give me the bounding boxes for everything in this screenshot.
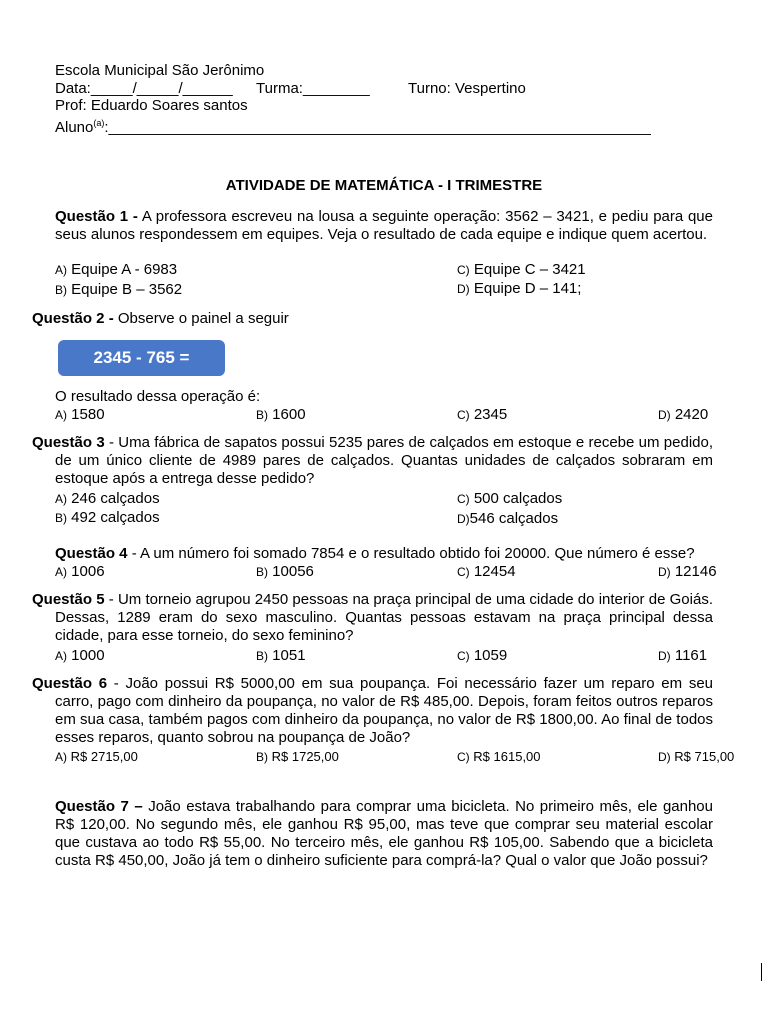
q2-option-c — [457, 406, 507, 424]
q2-option-c-text: 2345 — [473, 406, 508, 423]
q5-option-d-text: 1161 — [674, 647, 708, 664]
q2-option-a-letter: A) — [55, 408, 67, 422]
q3-option-a — [55, 490, 160, 508]
q1-option-d-letter: D) — [457, 282, 470, 296]
q6-option-b — [256, 748, 339, 766]
q4-option-d-text: 12146 — [674, 563, 717, 580]
teacher-name: Prof: Eduardo Soares santos — [55, 97, 248, 114]
question-2 — [32, 310, 289, 328]
q1-option-b-letter: B) — [55, 283, 67, 297]
q6-option-c-letter: C) — [457, 750, 470, 764]
q2-option-b-text: 1600 — [272, 406, 306, 423]
question-6 — [32, 675, 713, 747]
question-2-prompt: O resultado dessa operação é: — [55, 388, 261, 405]
q3-option-b — [55, 509, 160, 527]
question-3 — [32, 434, 713, 488]
q3-option-c — [457, 490, 562, 508]
question-4 — [55, 545, 695, 563]
question-3-text: - Uma fábrica de sapatos possui 5235 pares de calçados em estoque e recebe um pedido, de um único cliente de 4989 pares de calçados. Quantas unidades de calçados sobraram em estoque após a entrega desse pedido? — [55, 434, 714, 487]
school-name: Escola Municipal São Jerônimo — [55, 62, 265, 79]
q2-option-d-text: 2420 — [674, 406, 709, 423]
q2-option-b-letter: B) — [256, 408, 268, 422]
q6-option-b-text: R$ 1725,00 — [271, 749, 339, 764]
q3-option-d-letter: D) — [457, 512, 470, 526]
date-field: Data:_____/_____/______ — [55, 80, 233, 97]
q6-option-b-letter: B) — [256, 750, 268, 764]
student-line: :_________________________________________________________________ — [104, 119, 651, 136]
q6-option-d-text: R$ 715,00 — [674, 749, 735, 764]
q1-option-a — [55, 261, 177, 279]
q3-option-d — [457, 510, 558, 528]
question-2-text: Observe o painel a seguir — [117, 310, 289, 327]
q1-option-a-text: Equipe A - 6983 — [71, 261, 178, 278]
q3-option-b-text: 492 calçados — [71, 509, 160, 526]
q3-option-c-text: 500 calçados — [473, 490, 563, 507]
question-5-text: - Um torneio agrupou 2450 pessoas na praça principal de uma cidade do interior de Goiás. Dessas, 1289 eram do sexo masculino. Quantas pessoas estavam na praça principal dessa cidade, para esse torneio, do sexo feminino? — [55, 591, 713, 644]
q4-option-a-letter: A) — [55, 565, 67, 579]
q5-option-b-text: 1051 — [272, 647, 306, 664]
q5-option-b — [256, 647, 306, 665]
q3-option-d-text: 546 calçados — [469, 510, 559, 527]
question-6-text: - João possui R$ 5000,00 em sua poupança. Foi necessário fazer um reparo em seu carro, pago com dinheiro da poupança, no valor de R$ 485,00. Depois, foram feitos outros reparos em sua casa, também pagos com dinheiro da poupança, no valor de R$ 1800,00. Ao final de todos esses reparos, quanto sobrou na poupança de João? — [55, 675, 714, 746]
q5-option-a-letter: A) — [55, 649, 67, 663]
q2-option-c-letter: C) — [457, 408, 470, 422]
q1-option-c-text: Equipe C – 3421 — [473, 261, 586, 278]
q5-option-c — [457, 647, 507, 665]
q3-option-a-letter: A) — [55, 492, 67, 506]
question-1-text: A professora escreveu na lousa a seguinte operação: 3562 – 3421, e pediu para que seus alunos respondessem em equipes. Veja o resultado de cada equipe e indique quem acertou. — [55, 208, 713, 243]
question-7-label: Questão 7 – — [55, 798, 143, 815]
question-6-label: Questão 6 — [32, 675, 108, 692]
q6-option-d — [658, 748, 734, 766]
question-5 — [32, 591, 713, 645]
q2-option-a — [55, 406, 105, 424]
question-7-text: João estava trabalhando para comprar uma bicicleta. No primeiro mês, ele ganhou R$ 120,00. No segundo mês, ele ganhou R$ 95,00, mas teve que comprar seu material escolar que custava ao todo R$ 55,00. No terceiro mês, ele ganhou R$ 105,00. Sabendo que a bicicleta custa R$ 450,00, João já tem o dinheiro suficiente para comprá-la? Qual o valor que João possui? — [55, 798, 713, 869]
q1-option-a-letter: A) — [55, 263, 67, 277]
q4-option-b-text: 10056 — [272, 563, 314, 580]
q4-option-b — [256, 563, 314, 581]
q1-option-c — [457, 261, 586, 279]
q4-option-a-text: 1006 — [71, 563, 105, 580]
question-1 — [55, 208, 713, 244]
q1-option-d — [457, 280, 581, 298]
q4-option-d — [658, 563, 717, 581]
question-4-text: - A um número foi somado 7854 e o resultado obtido foi 20000. Que número é esse? — [131, 545, 695, 562]
text-cursor — [761, 963, 762, 981]
q4-option-a — [55, 563, 105, 581]
q2-option-b — [256, 406, 306, 424]
q3-option-a-text: 246 calçados — [71, 490, 160, 507]
q3-option-c-letter: C) — [457, 492, 470, 506]
q2-option-d — [658, 406, 708, 424]
page-title: ATIVIDADE DE MATEMÁTICA - I TRIMESTRE — [225, 177, 543, 194]
q2-option-d-letter: D) — [658, 408, 671, 422]
student-field — [55, 114, 651, 137]
q1-option-b-text: Equipe B – 3562 — [71, 281, 183, 298]
q6-option-a-text: R$ 2715,00 — [70, 749, 138, 764]
q4-option-c — [457, 563, 516, 581]
student-prefix: Aluno — [55, 119, 94, 136]
q6-option-d-letter: D) — [658, 750, 671, 764]
q6-option-a — [55, 748, 138, 766]
q4-option-c-text: 12454 — [473, 563, 516, 580]
question-2-label: Questão 2 - — [32, 310, 114, 327]
q5-option-a — [55, 647, 105, 665]
shift-field: Turno: Vespertino — [408, 80, 526, 97]
class-field: Turma:________ — [256, 80, 370, 97]
q5-option-d-letter: D) — [658, 649, 671, 663]
student-sup: (a) — [93, 118, 105, 128]
q4-option-d-letter: D) — [658, 565, 671, 579]
q4-option-c-letter: C) — [457, 565, 470, 579]
question-5-label: Questão 5 — [32, 591, 105, 608]
q2-option-a-text: 1580 — [71, 406, 105, 423]
question-1-label: Questão 1 - — [55, 208, 138, 225]
q5-option-c-letter: C) — [457, 649, 470, 663]
q1-option-c-letter: C) — [457, 263, 470, 277]
question-3-label: Questão 3 — [32, 434, 105, 451]
q5-option-d — [658, 647, 707, 665]
q3-option-b-letter: B) — [55, 511, 67, 525]
q1-option-d-text: Equipe D – 141; — [473, 280, 582, 297]
q6-option-a-letter: A) — [55, 750, 67, 764]
q5-option-c-text: 1059 — [473, 647, 508, 664]
q6-option-c-text: R$ 1615,00 — [473, 749, 541, 764]
question-7 — [55, 798, 713, 870]
q1-option-b — [55, 281, 182, 299]
q6-option-c — [457, 748, 541, 766]
q5-option-a-text: 1000 — [71, 647, 105, 664]
question-4-label: Questão 4 — [55, 545, 128, 562]
q5-option-b-letter: B) — [256, 649, 268, 663]
q4-option-b-letter: B) — [256, 565, 268, 579]
operation-panel: 2345 - 765 = — [58, 340, 225, 376]
